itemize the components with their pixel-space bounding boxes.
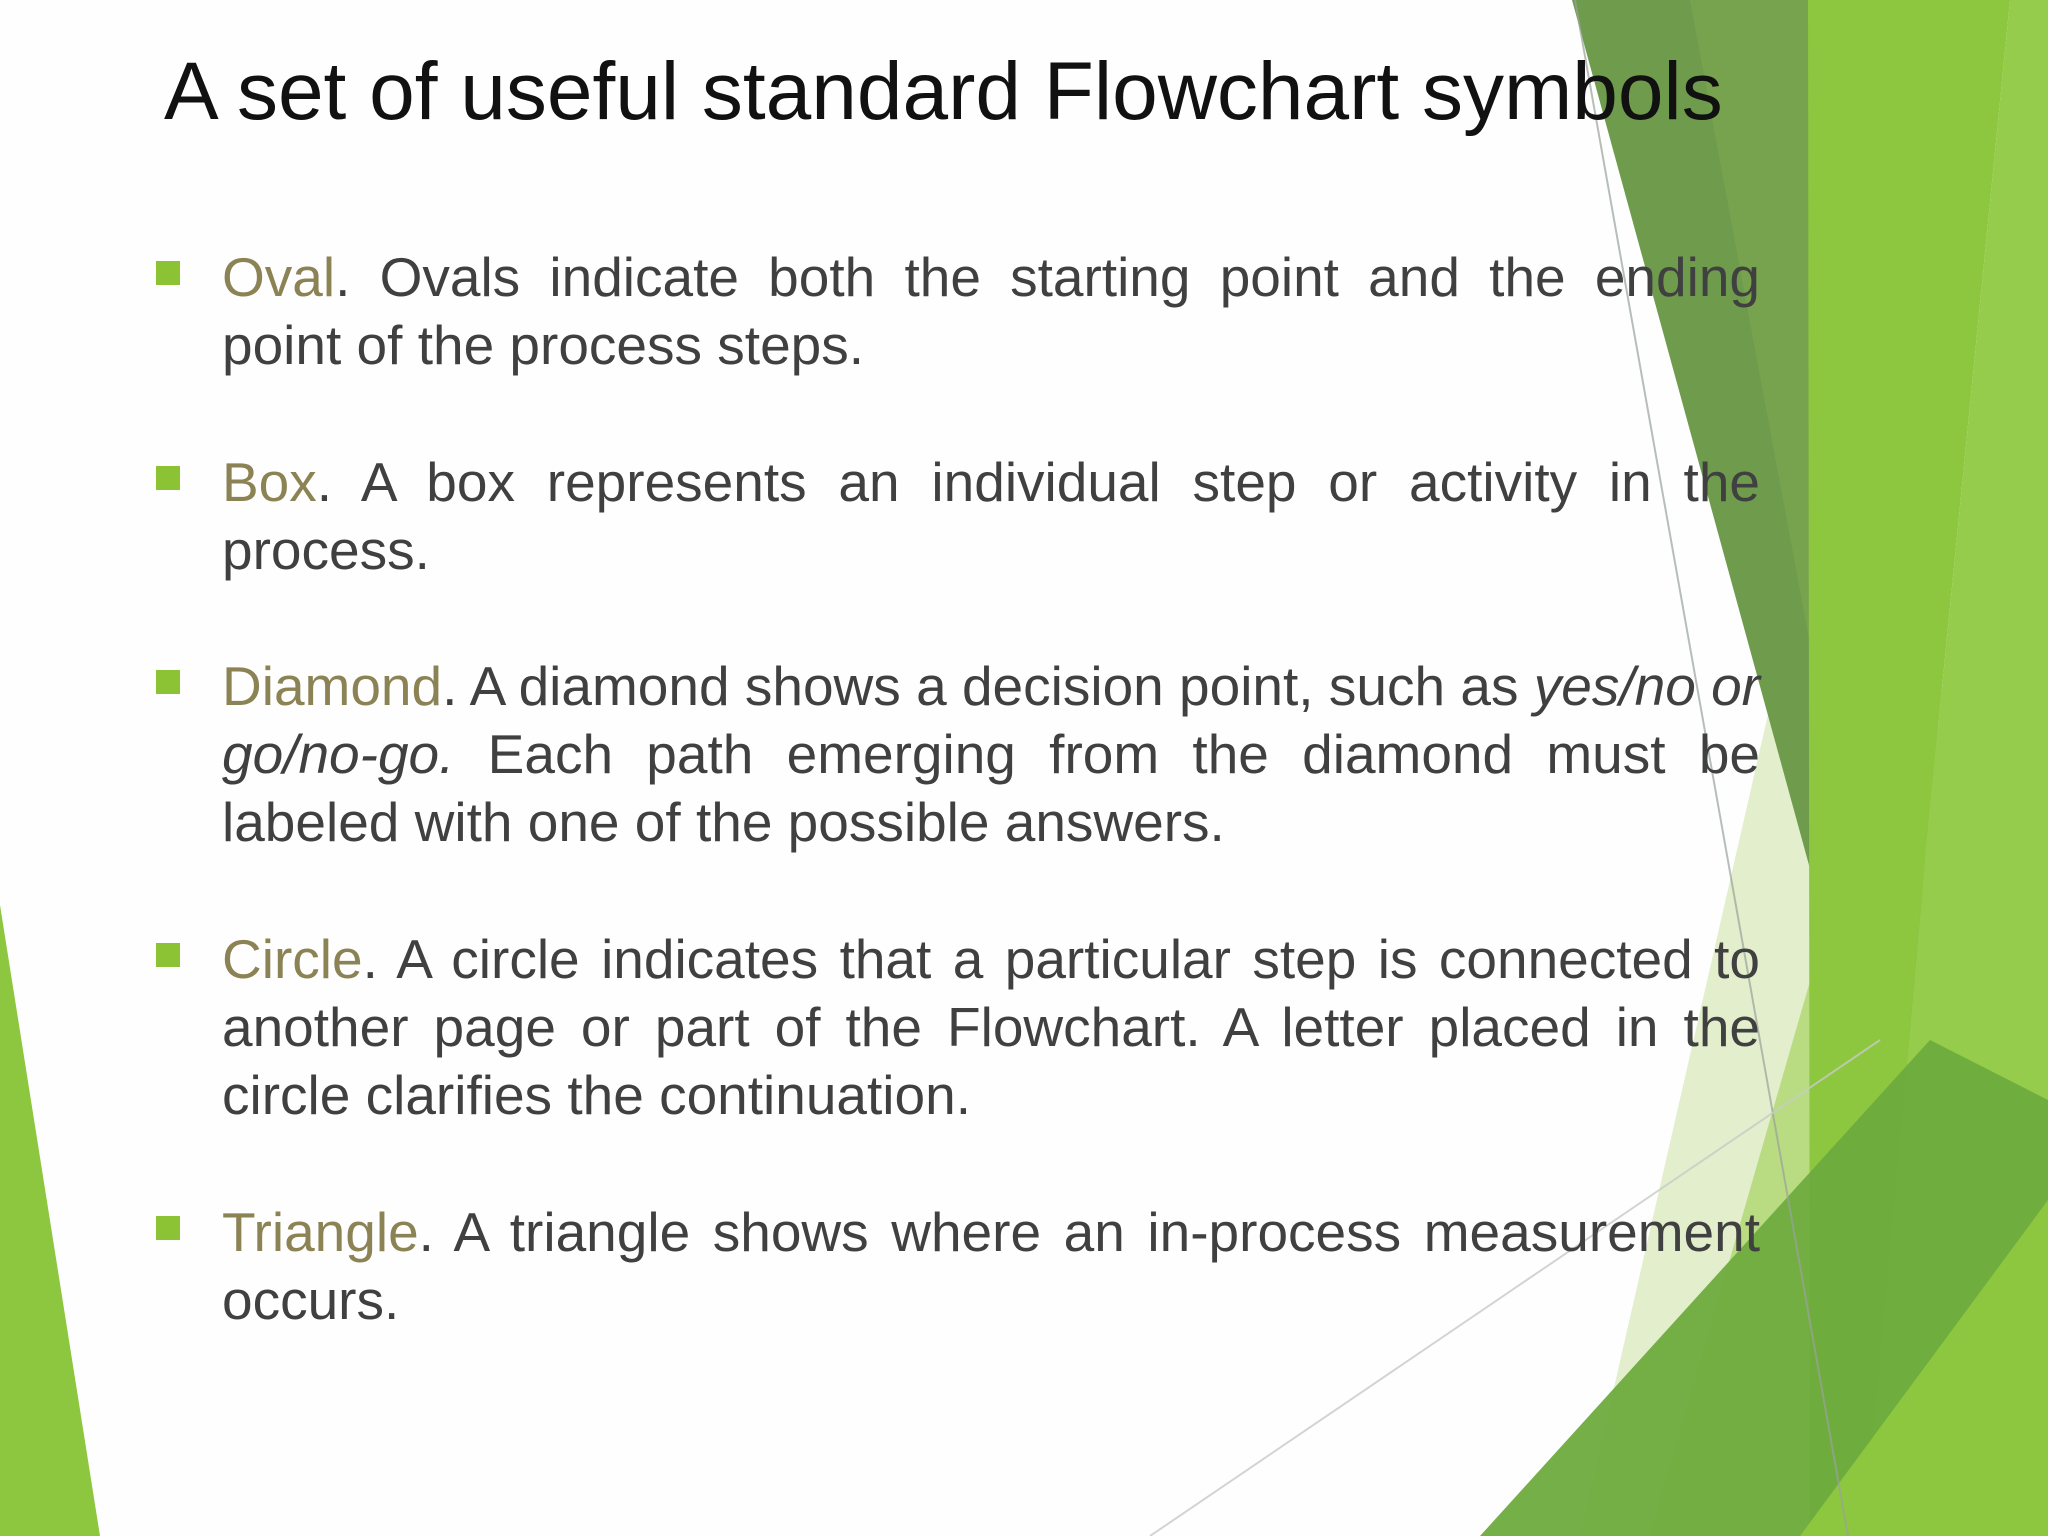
bullet-description: . Ovals indicate both the starting point and the ending point of the process steps.: [222, 246, 1760, 376]
bullet-description: . A circle indicates that a particular step is connected to another page or part of the Flowchart. A letter placed in the circle clarifies the continuation.: [222, 928, 1760, 1126]
bullet-term: Circle: [222, 928, 363, 990]
bullet-text: [222, 925, 1760, 1129]
square-bullet-icon: [156, 466, 180, 490]
bullet-text: [222, 1198, 1760, 1334]
bullet-italic-example: yes/no or go/no-go.: [222, 655, 1760, 785]
square-bullet-icon: [156, 1216, 180, 1240]
bullet-term: Oval: [222, 246, 336, 308]
square-bullet-icon: [156, 261, 180, 285]
bullet-description-cont: Each path emerging from the diamond must be labeled with one of the possible answers.: [222, 723, 1760, 853]
bullet-text: [222, 243, 1760, 379]
left-green-sliver: [0, 905, 100, 1536]
bullet-text: [222, 652, 1760, 856]
slide-title: A set of useful standard Flowchart symbols: [164, 46, 1723, 137]
bullet-term: Triangle: [222, 1201, 419, 1263]
square-bullet-icon: [156, 670, 180, 694]
bullet-term: Diamond: [222, 655, 443, 717]
bullet-description: . A box represents an individual step or activity in the process.: [222, 451, 1760, 581]
square-bullet-icon: [156, 943, 180, 967]
bullet-text: [222, 448, 1760, 584]
bullet-description: . A diamond shows a decision point, such as: [442, 655, 1534, 717]
bullet-description: . A triangle shows where an in-process measurement occurs.: [222, 1201, 1760, 1331]
bullet-term: Box: [222, 451, 317, 513]
